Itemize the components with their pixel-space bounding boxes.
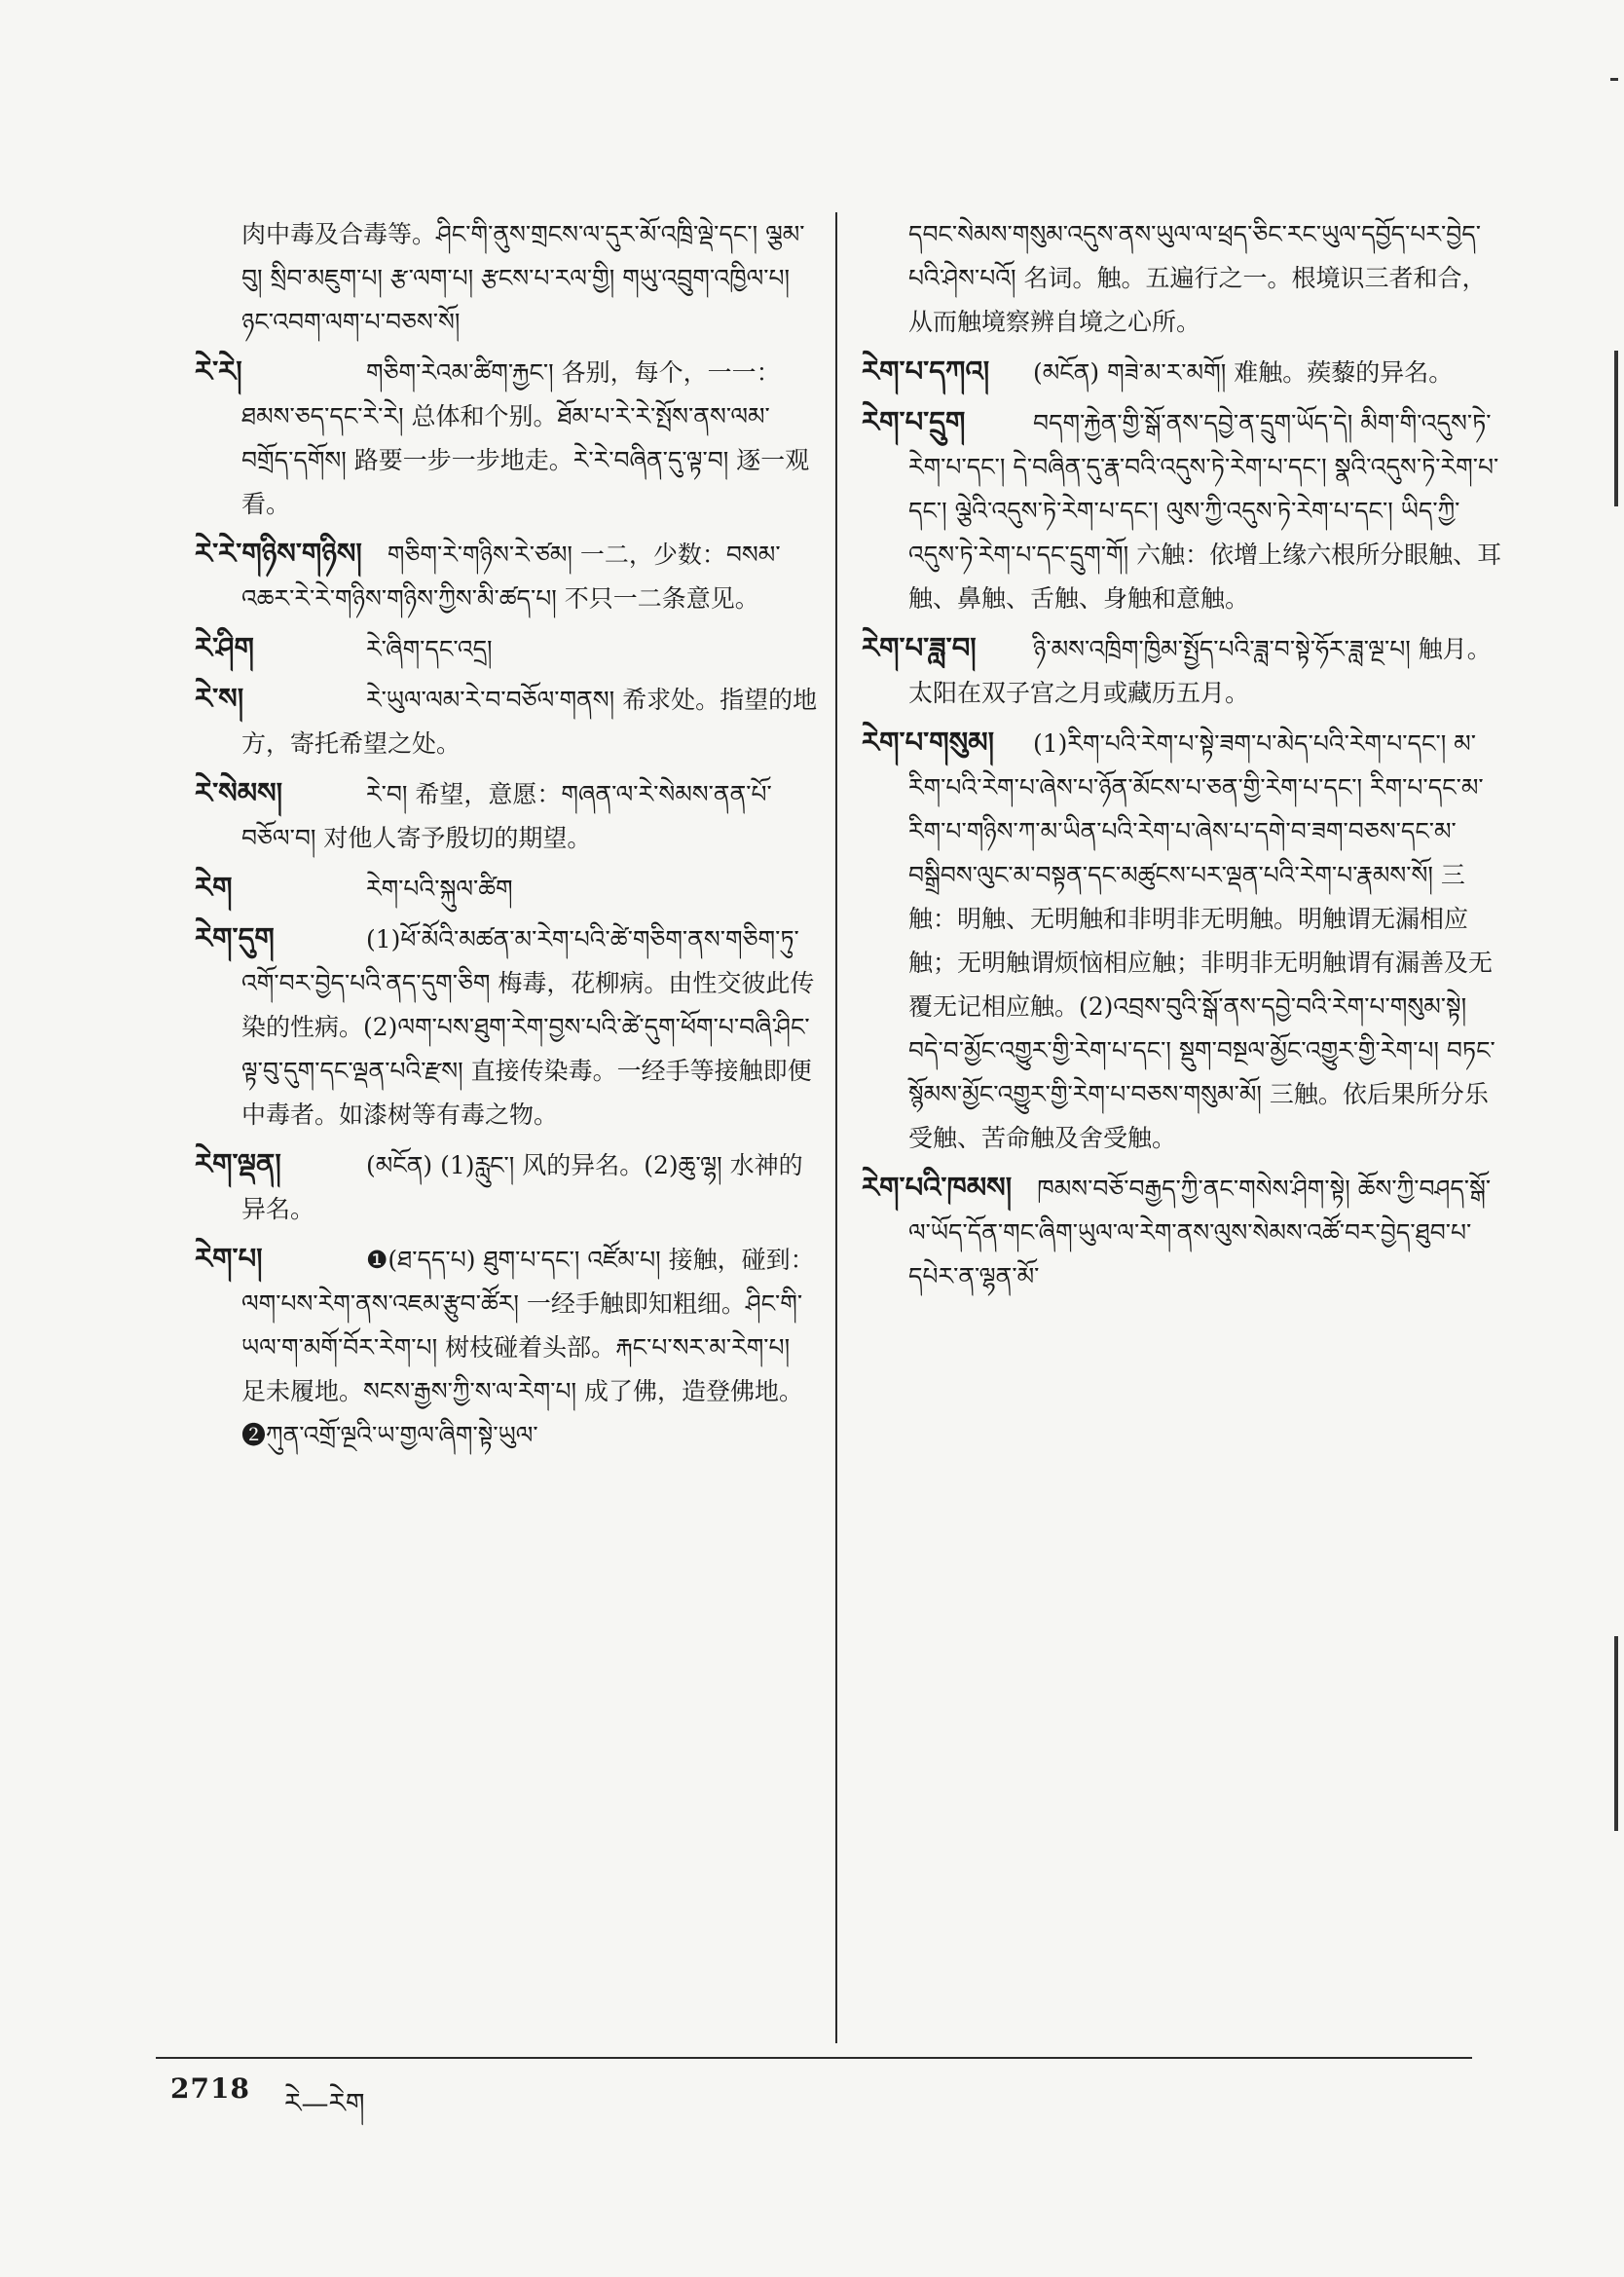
- definition-text: (1)རིག་པའི་རེག་པ་སྟེ་ཟག་པ་མེད་པའི་རེག་པ་དང་། མ་རིག་པའི་རེག་པ་ཞེས་པ་ཉོན་མོངས་པ་ཅན་གྱི་རེག་པ་དང་། རིག་པ་དང་མ་རིག་པ་གཉིས་ཀ་མ་ཡིན་པའི་རེག་པ་ཞེས་པ་དགེ་བ་ཟག་བཅས་དང་མ་བསྒྲིབས་ལུང་མ་བསྟན་དང་མཚུངས་པར་ལྡན་པའི་རེག་པ་རྣམས་སོ། 三触：明触、无明触和非明非无明触。明触谓无漏相应触；无明触谓烦恼相应触；非明非无明触谓有漏善及无覆无记相应触。(2)འབྲས་བུའི་སྒོ་ནས་དབྱེ་བའི་རེག་པ་གསུམ་སྟེ། བདེ་བ་མྱོང་འགྱུར་གྱི་རེག་པ་དང་། སྡུག་བསྔལ་མྱོང་འགྱུར་གྱི་རེག་པ། བཏང་སྙོམས་མྱོང་འགྱུར་གྱི་རེག་པ་བཅས་གསུམ་མོ། 三触。依后果所分乐受触、苦命触及舍受触。: [908, 729, 1495, 1152]
- scan-mark: [1614, 351, 1618, 506]
- definition-text: (མངོན) གཟེ་མ་ར་མགོ། 难触。蒺藜的异名。: [1033, 358, 1454, 387]
- dictionary-entry: [195, 916, 818, 1137]
- entry-body: [862, 626, 1504, 715]
- entry-body: [195, 532, 818, 620]
- entry-body: [862, 721, 1504, 1160]
- dictionary-entry: [195, 626, 818, 671]
- footer-rule: [156, 2057, 1472, 2059]
- headword: རེག་པ་ཟླ་བ།: [862, 631, 977, 664]
- entry-body: [195, 350, 818, 526]
- dictionary-entry: [862, 350, 1504, 394]
- headword: རེག་པ།: [195, 1242, 263, 1275]
- definition-text: ཁམས་བཅོ་བརྒྱད་ཀྱི་ནང་གསེས་ཤིག་སྟེ། ཆོས་ཀྱི་བཤད་སྒོ་ལ་ཡོད་དོན་གང་ཞིག་ཡུལ་ལ་རེག་ནས་ལུས་སེམས་འཚོ་བར་བྱེད་ཐུབ་པ་དཔེར་ན་ལྷན་མོ་: [908, 1175, 1492, 1290]
- headword: རེ་སེམས།: [195, 776, 283, 809]
- entry-body: [908, 212, 1504, 344]
- headword: རེག་པ་དྲུག: [862, 405, 966, 438]
- headword: རེ་རེ།: [195, 355, 242, 388]
- dictionary-entry: [195, 350, 818, 526]
- dictionary-entry: [862, 1166, 1504, 1298]
- definition-text: (མངོན) (1)རླུང་། 风的异名。(2)ཆུ་ལྷ། 水神的异名。: [241, 1151, 803, 1223]
- definition-text: རེ་ཡུལ་ལམ་རེ་བ་བཅོལ་གནས། 希求处。指望的地方，寄托希望之处。: [241, 686, 818, 758]
- definition-text: དབང་སེམས་གསུམ་འདུས་ནས་ཡུལ་ལ་ཕྲད་ཅིང་རང་ཡུལ་དབྱོད་པར་བྱེད་པའི་ཤེས་པའོ། 名词。触。五遍行之一。根境识三者和合，从而触境察辨自境之心所。: [908, 220, 1487, 336]
- definition-text: ❶(ཐ་དད་པ) ཐུག་པ་དང་། འཛོམ་པ། 接触，碰到：ལག་པས་རེག་ནས་འཇམ་རྩུབ་ཚོར། 一经手触即知粗细。ཤིང་གི་ཡལ་ག་མགོ་བོར་རེག་པ། 树枝碰着头部。རྐང་པ་སར་མ་རེག་པ། 足未履地。སངས་རྒྱས་ཀྱི་ས་ལ་རེག་པ། 成了佛，造登佛地。❷ཀུན་འགྲོ་ལྔའི་ཡ་གྱལ་ཞིག་སྟེ་ཡུལ་: [241, 1246, 815, 1449]
- definition-text: གཅིག་རེའམ་ཚིག་རྐྱང་། 各别，每个，一一：ཐམས་ཅད་དང་རེ་རེ། 总体和个别。ཐོམ་པ་རེ་རེ་སྤོས་ནས་ལམ་བགྲོད་དགོས། 路要一步一步地走。རེ་རེ་བཞིན་དུ་ལྟ་བ། 逐一观看。: [241, 358, 810, 518]
- column-divider: [835, 212, 837, 2043]
- entry-body: [195, 916, 818, 1137]
- scan-margin-marks: [1595, 0, 1624, 2277]
- entry-continuation: [862, 212, 1504, 344]
- headword: རེག་དུག: [195, 921, 275, 954]
- entry-body: [195, 677, 818, 765]
- scan-mark: [1610, 78, 1618, 81]
- entry-body: [195, 771, 818, 860]
- dictionary-entry: [195, 1142, 818, 1231]
- entry-body: [862, 1166, 1504, 1298]
- definition-text: བདག་རྐྱེན་གྱི་སྒོ་ནས་དབྱེ་ན་དྲུག་ཡོད་དེ། མིག་གི་འདུས་ཏེ་རེག་པ་དང་། དེ་བཞིན་དུ་རྣ་བའི་འདུས་ཏེ་རེག་པ་དང་། སྣའི་འདུས་ཏེ་རེག་པ་དང་། ལྕེའི་འདུས་ཏེ་རེག་པ་དང་། ལུས་ཀྱི་འདུས་ཏེ་རེག་པ་དང་། ཡིད་ཀྱི་འདུས་ཏེ་རེག་པ་དང་དྲུག་གོ། 六触：依增上缘六根所分眼触、耳触、鼻触、舌触、身触和意触。: [908, 409, 1502, 613]
- dictionary-entry: [195, 677, 818, 765]
- definition-text: གཅིག་རེ་གཉིས་རེ་ཙམ། 一二，少数：བསམ་འཆར་རེ་རེ་གཉིས་གཉིས་ཀྱིས་མི་ཚད་པ། 不只一二条意见。: [241, 541, 781, 613]
- definition-text: རེ་ཞིག་དང་འདྲ།: [366, 635, 493, 663]
- dictionary-entry: [862, 626, 1504, 715]
- entry-body: [195, 1237, 818, 1457]
- entry-body: [862, 350, 1504, 394]
- entry-continuation: [195, 212, 818, 344]
- entry-body: [195, 866, 818, 911]
- entry-body: [241, 212, 818, 344]
- headword: རེག་པའི་ཁམས།: [862, 1171, 1013, 1204]
- page-range-headwords: རེ—རེག: [284, 2087, 365, 2119]
- dictionary-entry: [195, 771, 818, 860]
- headword: རེག་པ་དཀའ།: [862, 355, 990, 388]
- dictionary-entry: [862, 400, 1504, 620]
- headword: རེ་ཤིག: [195, 631, 254, 664]
- definition-text: རེག་པའི་སྐུལ་ཚིག: [366, 875, 513, 903]
- left-column: [195, 212, 818, 1463]
- headword: རེ་རེ་གཉིས་གཉིས།: [195, 537, 362, 570]
- right-column: [862, 212, 1504, 1304]
- entry-body: [195, 1142, 818, 1231]
- dictionary-entry: [195, 532, 818, 620]
- page-number: 2718: [170, 2072, 250, 2105]
- definition-text: ཉི་མས་འཁྲིག་ཁྱིམ་སྤྱོད་པའི་ཟླ་བ་སྟེ་ཧོར་ཟླ་ལྔ་པ། 触月。太阳在双子宫之月或藏历五月。: [908, 635, 1492, 707]
- headword: རེག: [195, 871, 233, 904]
- dictionary-entry: [862, 721, 1504, 1160]
- definition-text: (1)ཕོ་མོའི་མཚན་མ་རེག་པའི་ཚེ་གཅིག་ནས་གཅིག་ཏུ་འགོ་བར་བྱེད་པའི་ནད་དུག་ཅིག 梅毒，花柳病。由性交彼此传染的性病。(2)ལག་པས་ཐུག་རེག་བྱས་པའི་ཚེ་དུག་ཕོག་པ་བཞི་ཤིང་ལྟ་བུ་དུག་དང་ལྡན་པའི་རྫས། 直接传染毒。一经手等接触即便中毒者。如漆树等有毒之物。: [241, 925, 815, 1129]
- headword: རེག་ལྡན།: [195, 1147, 281, 1180]
- dictionary-entry: [195, 866, 818, 911]
- dictionary-entry: [195, 1237, 818, 1457]
- headword: རེ་ས།: [195, 682, 244, 715]
- headword: རེག་པ་གསུམ།: [862, 726, 995, 759]
- definition-text: རེ་བ། 希望，意愿：གཞན་ལ་རེ་སེམས་ནན་པོ་བཅོལ་བ། 对他人寄予殷切的期望。: [241, 780, 772, 852]
- definition-text: 肉中毒及合毒等。ཤིང་གི་ནུས་གྲངས་ལ་དུར་མོ་འཁྲི་ལྡེ་དང་། ལྕམ་བུ། སྲིབ་མཇུག་པ། རྩ་ལག་པ། རྩངས་པ་རལ་གྱི། གཡུ་འབྲུག་འཁྱིལ་པ། ཉང་འབག་ལག་པ་བཅས་སོ།: [241, 220, 805, 336]
- entry-body: [862, 400, 1504, 620]
- entry-body: [195, 626, 818, 671]
- scan-mark: [1614, 1636, 1618, 1831]
